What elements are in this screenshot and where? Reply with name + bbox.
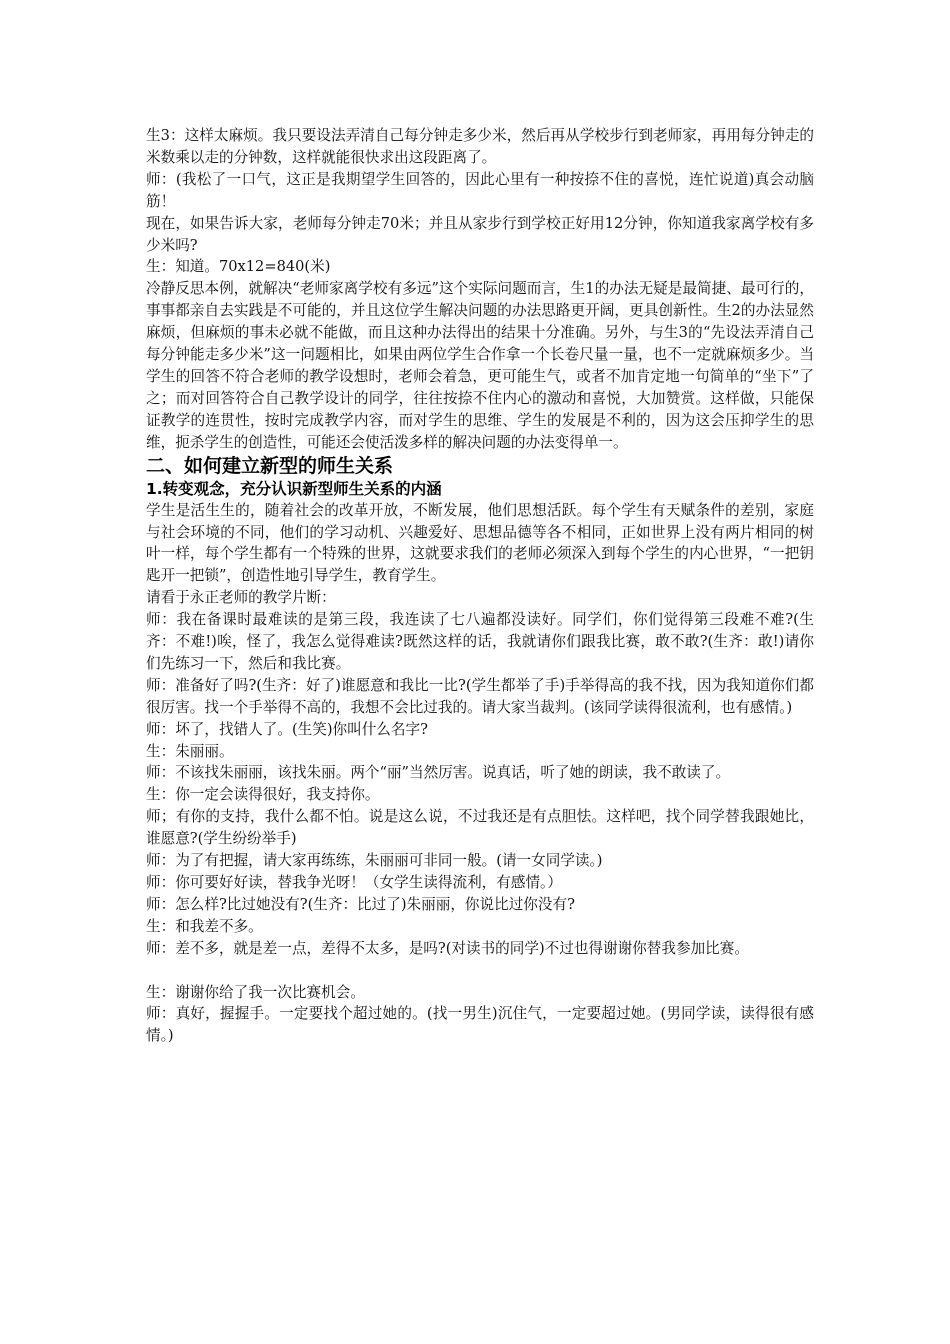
dialogue-line: 师：真好，握握手。一定要找个超过她的。(找一男生)沉住气，一定要超过她。(男同学读，读得很有感情。) (146, 1005, 814, 1045)
dialogue-line: 师：怎么样?比过她没有?(生齐：比过了)朱丽丽，你说比过你没有? (146, 895, 575, 913)
paragraph-students-alive: 学生是活生生的，随着社会的改革开放，不断发展，他们思想活跃。每个学生有天赋条件的差别，家庭与社会环境的不同，他们的学习动机、兴趣爱好、思想品德等各不相同，正如世界上没有两片相同的树叶一样，每个学生都有一个特殊的世界，这就要求我们的老师必须深入到每个学生的内心世界，“一把钥匙开一把锁”，创造性地引导学生，教育学生。 (146, 501, 814, 585)
section-heading: 二、如何建立新型的师生关系 (146, 454, 394, 477)
dialogue-line: 师：为了有把握，请大家再练练，朱丽丽可非同一般。(请一女同学读。) (146, 852, 603, 870)
paragraph-student-answer: 生：知道。70x12=840(米) (146, 258, 331, 276)
paragraph-reflection: 冷静反思本例，就解决“老师家离学校有多远”这个实际问题而言，生1的办法无疑是最简捷、最可行的，事事都亲自去实践是不可能的，并且这位学生解决问题的办法思路更开阔，更具创新性。生2的办法显然麻烦，但麻烦的事未必就不能做，而且这种办法得出的结果十分准确。另外，与生3的“先设法弄清自己每分钟能走多少米”这一问题相比，如果由两位学生合作拿一个长卷尺量一量，也不一定就麻烦多少。当学生的回答不符合老师的教学设想时，老师会着急，更可能生气，或者不加肯定地一句简单的“坐下”了之；而对回答符合自己教学设计的同学，往往按捺不住内心的激动和喜悦，大加赞赏。这样做，只能保证教学的连贯性，按时完成教学内容，而对学生的思维、学生的发展是不利的，因为这会压抑学生的思维，扼杀学生的创造性，可能还会使活泼多样的解决问题的办法变得单一。 (146, 280, 814, 451)
dialogue-line: 生：朱丽丽。 (146, 742, 234, 760)
paragraph-distance-question: 现在，如果告诉大家，老师每分钟走70米；并且从家步行到学校正好用12分钟，你知道我家离学校有多少米吗? (146, 214, 814, 254)
subsection-heading: 1.转变观念，充分认识新型师生关系的内涵 (146, 479, 442, 498)
dialogue-line: 师：不该找朱丽丽，该找朱丽。两个“丽”当然厉害。说真话，听了她的朗读，我不敢读了。 (146, 764, 731, 782)
dialogue-line: 师：准备好了吗?(生齐：好了)谁愿意和我比一比?(学生都举了手)手举得高的我不找，因为我知道你们都很厉害。找一个手举得不高的，我想不会比过我的。请大家当裁判。(该同学读得很流利，也有感情。) (146, 676, 814, 716)
dialogue-line: 生：你一定会读得很好，我支持你。 (146, 786, 380, 804)
dialogue-line: 生：谢谢你给了我一次比赛机会。 (146, 983, 365, 1001)
dialogue-line: 生：和我差不多。 (146, 917, 263, 935)
paragraph-student3-reply: 生3：这样太麻烦。我只要设法弄清自己每分钟走多少米，然后再从学校步行到老师家，再用每分钟走的米数乘以走的分钟数，这样就能很快求出这段距离了。 (146, 127, 814, 166)
blank-line (146, 960, 814, 982)
dialogue-line: 师：你可要好好读，替我争光呀！（女学生读得流利，有感情。） (146, 874, 562, 891)
dialogue-line: 师：我在备课时最难读的是第三段，我连读了七八遍都没读好。同学们，你们觉得第三段难不难?(生齐：不难!)唉，怪了，我怎么觉得难读?既然这样的话，我就请你们跟我比赛，敢不敢?(生齐：敢!)请你们先练习一下，然后和我比赛。 (146, 611, 814, 672)
dialogue-line: 师：差不多，就是差一点，差得不太多，是吗?(对读书的同学)不过也得谢谢你替我参加比赛。 (146, 939, 749, 957)
paragraph-teacher-relief: 师：(我松了一口气，这正是我期望学生回答的，因此心里有一种按捺不住的喜悦，连忙说道)真会动脑筋！ (146, 170, 814, 210)
dialogue-line: 师；有你的支持，我什么都不怕。说是这么说，不过我还是有点胆怯。这样吧，找个同学替我跟她比，谁愿意?(学生纷纷举手) (146, 808, 814, 848)
dialogue-line: 师：坏了，找错人了。(生笑)你叫什么名字? (146, 720, 428, 738)
document-body (146, 125, 814, 1047)
paragraph-example-intro: 请看于永正老师的教学片断： (146, 589, 336, 607)
